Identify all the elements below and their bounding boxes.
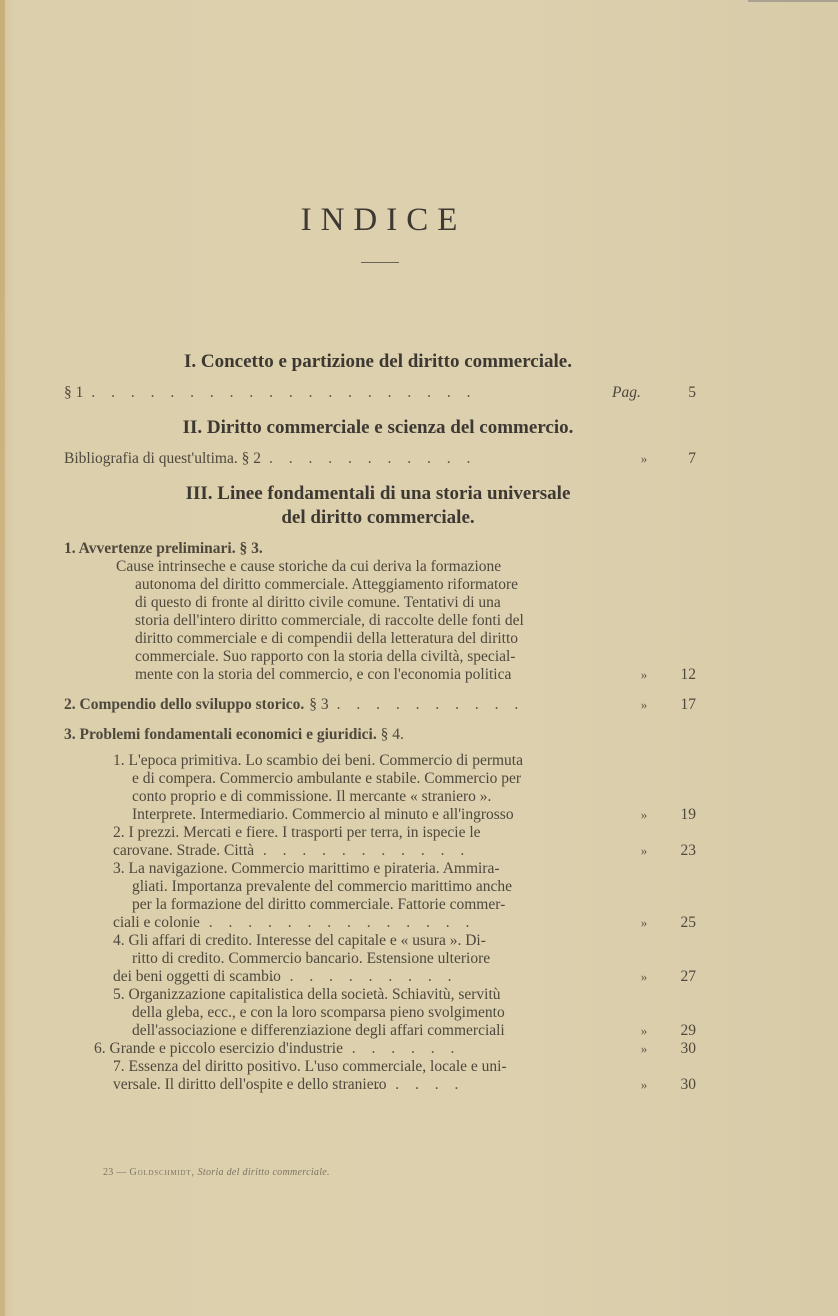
dot-leader: . . . . . . . . . . .	[268, 450, 477, 467]
toc-item-7	[64, 1058, 696, 1094]
item-line: 2. I prezzi. Mercati e fiere. I trasporti per terra, in ispecie le	[113, 824, 481, 841]
desc-line: storia dell'intero diritto commerciale, di raccolte delle fonti del	[135, 612, 524, 629]
ditto-mark: »	[640, 697, 648, 712]
page-number: 27	[680, 968, 696, 985]
toc-entry-bibliografia	[64, 450, 696, 468]
section-heading-3-line2: del diritto commerciale.	[281, 507, 475, 528]
item-line-text: 6. Grande e piccolo esercizio d'industrie	[94, 1040, 343, 1057]
toc-item-1	[64, 752, 696, 824]
item-line: 5. Organizzazione capitalistica della società. Schiavitù, servitù	[113, 986, 501, 1003]
subsection-2-title	[64, 696, 696, 714]
entry-body	[64, 824, 632, 860]
ditto-mark: »	[640, 451, 648, 466]
section-heading-3-line1: III. Linee fondamentali di una storia universale	[185, 483, 571, 504]
entry-body	[64, 752, 632, 824]
page-number: 29	[680, 1022, 696, 1039]
item-line	[113, 1076, 632, 1094]
table-of-contents	[64, 350, 696, 1094]
item-line	[113, 914, 632, 932]
subsection-1-title	[64, 540, 696, 558]
signature-number: 23	[103, 1167, 114, 1178]
item-line: gliati. Importanza prevalente del commercio marittimo anche	[132, 878, 513, 895]
item-line	[113, 842, 632, 860]
dot-leader: . . . . . . . . . . . . . . . . . . . .	[91, 384, 477, 401]
entry-body	[64, 696, 632, 714]
entry-text: Bibliografia di quest'ultima. § 2	[64, 450, 261, 467]
entry-text: § 1	[64, 384, 84, 401]
section-ref: § 4.	[380, 726, 404, 743]
desc-line: Cause intrinseche e cause storiche da cui deriva la formazione	[116, 558, 502, 575]
page-number: 30	[680, 1040, 696, 1057]
item-line	[113, 968, 632, 986]
toc-item-4	[64, 932, 696, 986]
page-label: Pag.	[612, 384, 641, 401]
item-line: 3. La navigazione. Commercio marittimo e pirateria. Ammira-	[113, 860, 500, 877]
ditto-mark: »	[640, 807, 648, 822]
page-number: 30	[680, 1076, 696, 1093]
entry-body	[64, 1040, 632, 1058]
entry-line	[64, 696, 632, 714]
ditto-mark: »	[640, 843, 648, 858]
toc-item-6	[64, 1040, 696, 1058]
dot-leader: . . . . . . . . . .	[269, 968, 458, 985]
subsection-title-text: 3. Problemi fondamentali economici e giuridici.	[64, 726, 377, 743]
entry-body	[64, 860, 632, 932]
item-line: 4. Gli affari di credito. Interesse del capitale e « usura ». Di-	[113, 932, 486, 949]
spacer	[64, 744, 696, 752]
desc-line: diritto commerciale e di compendii della letteratura del diritto	[135, 630, 519, 647]
section-ref: § 3	[309, 696, 329, 713]
desc-line: di questo di fronte al diritto civile comune. Tentativi di una	[135, 594, 501, 611]
item-line-text: carovane. Strade. Città	[113, 842, 255, 859]
page-number: 12	[680, 666, 696, 683]
entry-body	[64, 384, 612, 402]
author-name: Goldschmidt,	[129, 1167, 195, 1178]
item-line-text: dei beni oggetti di scambio	[113, 968, 281, 985]
page-edge-shadow	[0, 0, 5, 1316]
item-line-text: versale. Il diritto dell'ospite e dello straniero	[113, 1076, 387, 1093]
item-line-text: ciali e colonie	[113, 914, 200, 931]
page-number: 23	[680, 842, 696, 859]
item-line: ritto di credito. Commercio bancario. Estensione ulteriore	[132, 950, 491, 967]
entry-body	[64, 1058, 632, 1094]
entry-line	[64, 450, 632, 468]
ditto-mark: »	[640, 1023, 648, 1038]
title-rule-divider	[361, 262, 399, 263]
subsection-1-description	[64, 558, 696, 684]
page-number: 5	[688, 384, 696, 401]
page-number: 25	[680, 914, 696, 931]
desc-line: autonoma del diritto commerciale. Atteggiamento riformatore	[135, 576, 519, 593]
page-number: 19	[680, 806, 696, 823]
ditto-mark: »	[640, 969, 648, 984]
entry-body	[64, 726, 696, 744]
printer-signature-footer	[103, 1167, 330, 1178]
ditto-mark: »	[640, 667, 648, 682]
page-number: 7	[688, 450, 696, 467]
toc-item-2	[64, 824, 696, 860]
toc-item-5	[64, 986, 696, 1040]
entry-body	[64, 558, 632, 684]
dot-leader: . . . . .	[375, 1076, 465, 1093]
dot-leader: . . . . . . . . . .	[336, 696, 525, 713]
item-line: della gleba, ecc., e con la loro scomparsa pieno svolgimento	[132, 1004, 505, 1021]
work-title: Storia del diritto commerciale.	[197, 1167, 330, 1178]
subsection-title-text: 2. Compendio dello sviluppo storico.	[64, 696, 305, 713]
item-line: conto proprio e di commissione. Il mercante « straniero ».	[132, 788, 492, 805]
item-line: 1. L'epoca primitiva. Lo scambio dei beni. Commercio di permuta	[113, 752, 523, 769]
dot-leader: . . . . . . . . . . . . . . .	[188, 914, 476, 931]
desc-line: mente con la storia del commercio, e con l'economia politica	[135, 666, 512, 683]
section-heading-1: I. Concetto e partizione del diritto commerciale.	[184, 351, 572, 372]
item-line: dell'associazione e differenziazione degli affari commerciali	[132, 1022, 505, 1039]
page-title: INDICE	[300, 202, 467, 238]
item-line: per la formazione del diritto commerciale. Fattorie commer-	[132, 896, 506, 913]
signature-dash: —	[116, 1167, 127, 1178]
entry-body	[64, 932, 632, 986]
toc-item-3	[64, 860, 696, 932]
entry-body	[64, 986, 632, 1040]
spacer	[64, 684, 696, 696]
subsection-title-text: 1. Avvertenze preliminari. § 3.	[64, 540, 263, 557]
item-line	[94, 1040, 632, 1058]
spacer	[64, 714, 696, 726]
page-number: 17	[680, 696, 696, 713]
ditto-mark: »	[640, 1077, 648, 1092]
toc-entry-section-1	[64, 384, 696, 402]
subsection-3-title	[64, 726, 696, 744]
desc-line: commerciale. Suo rapporto con la storia della civiltà, special-	[135, 648, 516, 665]
dot-leader: . . . . . . .	[331, 1040, 461, 1057]
entry-line	[64, 384, 612, 402]
ditto-mark: »	[640, 1041, 648, 1056]
page-top-edge	[748, 0, 838, 2]
item-line: 7. Essenza del diritto positivo. L'uso commerciale, locale e uni-	[113, 1058, 507, 1075]
item-line: e di compera. Commercio ambulante e stabile. Commercio per	[132, 770, 522, 787]
dot-leader: . . . . . . . . . . . .	[243, 842, 471, 859]
entry-body	[64, 540, 696, 558]
item-line: Interprete. Intermediario. Commercio al minuto e all'ingrosso	[132, 806, 514, 823]
section-heading-2: II. Diritto commerciale e scienza del commercio.	[182, 417, 574, 438]
ditto-mark: »	[640, 915, 648, 930]
entry-body	[64, 450, 632, 468]
